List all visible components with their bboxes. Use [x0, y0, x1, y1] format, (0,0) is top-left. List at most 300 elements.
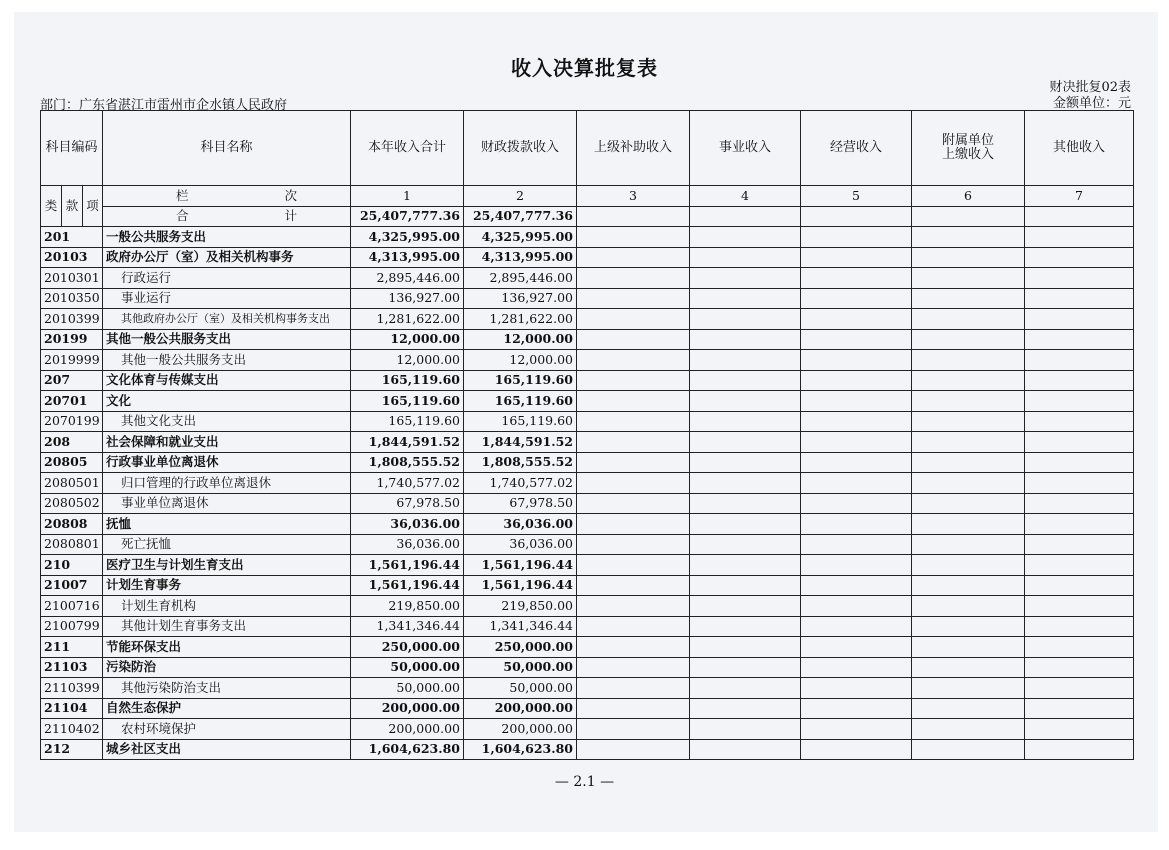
row-business	[690, 698, 801, 719]
row-operating	[801, 288, 912, 309]
row-total: 1,561,196.44	[351, 555, 464, 576]
row-name: 自然生态保护	[103, 698, 351, 719]
row-other	[1025, 678, 1134, 699]
row-other	[1025, 432, 1134, 453]
row-superior	[577, 616, 690, 637]
col-number-3: 3	[577, 186, 690, 207]
row-other	[1025, 719, 1134, 740]
lan-ci-label	[103, 186, 351, 207]
table-row	[41, 268, 1134, 289]
superior-sum	[577, 206, 690, 227]
row-other	[1025, 473, 1134, 494]
row-affiliated	[912, 596, 1025, 617]
row-business	[690, 678, 801, 699]
row-business	[690, 514, 801, 535]
page-title: 收入决算批复表	[511, 56, 658, 80]
row-code: 208	[41, 432, 103, 453]
row-code: 210	[41, 555, 103, 576]
row-code: 2019999	[41, 350, 103, 371]
row-operating	[801, 411, 912, 432]
row-fiscal: 165,119.60	[464, 391, 577, 412]
column-number-row	[41, 186, 1134, 207]
lan-label: 栏	[176, 187, 189, 203]
row-fiscal: 36,036.00	[464, 534, 577, 555]
row-operating	[801, 432, 912, 453]
row-business	[690, 452, 801, 473]
row-affiliated	[912, 678, 1025, 699]
row-code: 2070199	[41, 411, 103, 432]
row-total: 165,119.60	[351, 370, 464, 391]
row-business	[690, 288, 801, 309]
row-name: 行政运行	[103, 268, 351, 289]
table-row	[41, 555, 1134, 576]
row-business	[690, 268, 801, 289]
row-total: 136,927.00	[351, 288, 464, 309]
row-fiscal: 1,740,577.02	[464, 473, 577, 494]
row-operating	[801, 739, 912, 760]
row-superior	[577, 719, 690, 740]
he-label: 合	[176, 208, 189, 224]
row-code: 21103	[41, 657, 103, 678]
table-row	[41, 596, 1134, 617]
row-operating	[801, 493, 912, 514]
row-total: 165,119.60	[351, 411, 464, 432]
row-fiscal: 1,281,622.00	[464, 309, 577, 330]
ci-label: 次	[284, 187, 297, 203]
col-header-superior: 上级补助收入	[577, 111, 690, 186]
department-label: 部门：广东省湛江市雷州市企水镇人民政府	[40, 98, 288, 113]
row-total: 1,604,623.80	[351, 739, 464, 760]
row-affiliated	[912, 698, 1025, 719]
table-row	[41, 473, 1134, 494]
row-total: 12,000.00	[351, 350, 464, 371]
table-row	[41, 288, 1134, 309]
ji-label: 计	[284, 208, 297, 224]
row-fiscal: 50,000.00	[464, 657, 577, 678]
row-superior	[577, 657, 690, 678]
row-name: 抚恤	[103, 514, 351, 535]
row-superior	[577, 534, 690, 555]
row-operating	[801, 514, 912, 535]
row-affiliated	[912, 637, 1025, 658]
affiliated-sum	[912, 206, 1025, 227]
col-number-1: 1	[351, 186, 464, 207]
row-fiscal: 200,000.00	[464, 719, 577, 740]
table-row	[41, 514, 1134, 535]
row-affiliated	[912, 391, 1025, 412]
row-fiscal: 1,561,196.44	[464, 575, 577, 596]
row-other	[1025, 616, 1134, 637]
row-fiscal: 200,000.00	[464, 698, 577, 719]
other-sum	[1025, 206, 1134, 227]
row-code: 201	[41, 227, 103, 248]
row-operating	[801, 698, 912, 719]
row-name: 一般公共服务支出	[103, 227, 351, 248]
fiscal-sum: 25,407,777.36	[464, 206, 577, 227]
row-affiliated	[912, 227, 1025, 248]
row-superior	[577, 678, 690, 699]
col-header-lei: 类	[41, 186, 62, 227]
row-business	[690, 370, 801, 391]
row-affiliated	[912, 247, 1025, 268]
row-business	[690, 596, 801, 617]
row-name: 死亡抚恤	[103, 534, 351, 555]
row-business	[690, 534, 801, 555]
row-affiliated	[912, 739, 1025, 760]
row-other	[1025, 657, 1134, 678]
row-business	[690, 432, 801, 453]
col-header-affiliated-line1: 附属单位	[941, 132, 994, 148]
row-affiliated	[912, 473, 1025, 494]
row-superior	[577, 452, 690, 473]
row-business	[690, 739, 801, 760]
row-other	[1025, 514, 1134, 535]
row-business	[690, 473, 801, 494]
row-code: 207	[41, 370, 103, 391]
row-superior	[577, 329, 690, 350]
row-superior	[577, 637, 690, 658]
table-row	[41, 678, 1134, 699]
row-affiliated	[912, 288, 1025, 309]
row-fiscal: 2,895,446.00	[464, 268, 577, 289]
row-fiscal: 165,119.60	[464, 411, 577, 432]
row-superior	[577, 391, 690, 412]
row-other	[1025, 739, 1134, 760]
row-operating	[801, 719, 912, 740]
row-fiscal: 136,927.00	[464, 288, 577, 309]
row-fiscal: 50,000.00	[464, 678, 577, 699]
row-total: 219,850.00	[351, 596, 464, 617]
table-row	[41, 329, 1134, 350]
row-total: 1,341,346.44	[351, 616, 464, 637]
row-total: 1,808,555.52	[351, 452, 464, 473]
row-other	[1025, 452, 1134, 473]
row-affiliated	[912, 268, 1025, 289]
row-business	[690, 657, 801, 678]
row-code: 2100716	[41, 596, 103, 617]
table-row	[41, 247, 1134, 268]
row-total: 36,036.00	[351, 534, 464, 555]
row-code: 21104	[41, 698, 103, 719]
row-code: 2080801	[41, 534, 103, 555]
row-affiliated	[912, 534, 1025, 555]
row-name: 其他污染防治支出	[103, 678, 351, 699]
row-name: 行政事业单位离退休	[103, 452, 351, 473]
row-superior	[577, 739, 690, 760]
row-superior	[577, 268, 690, 289]
row-business	[690, 391, 801, 412]
row-name: 文化体育与传媒支出	[103, 370, 351, 391]
row-total: 4,325,995.00	[351, 227, 464, 248]
row-other	[1025, 575, 1134, 596]
col-number-7: 7	[1025, 186, 1134, 207]
row-affiliated	[912, 616, 1025, 637]
header-row	[41, 111, 1134, 186]
row-operating	[801, 247, 912, 268]
row-business	[690, 493, 801, 514]
row-operating	[801, 350, 912, 371]
row-superior	[577, 350, 690, 371]
row-affiliated	[912, 370, 1025, 391]
row-affiliated	[912, 329, 1025, 350]
row-affiliated	[912, 350, 1025, 371]
row-name: 污染防治	[103, 657, 351, 678]
row-operating	[801, 678, 912, 699]
row-fiscal: 12,000.00	[464, 350, 577, 371]
row-code: 2080501	[41, 473, 103, 494]
row-fiscal: 1,561,196.44	[464, 555, 577, 576]
row-name: 其他一般公共服务支出	[103, 329, 351, 350]
row-business	[690, 637, 801, 658]
row-code: 20805	[41, 452, 103, 473]
table-row	[41, 575, 1134, 596]
total-row	[41, 206, 1134, 227]
col-number-5: 5	[801, 186, 912, 207]
row-other	[1025, 637, 1134, 658]
row-code: 20103	[41, 247, 103, 268]
row-affiliated	[912, 555, 1025, 576]
row-other	[1025, 288, 1134, 309]
operating-sum	[801, 206, 912, 227]
row-business	[690, 309, 801, 330]
row-fiscal: 4,325,995.00	[464, 227, 577, 248]
row-code: 2010301	[41, 268, 103, 289]
row-operating	[801, 227, 912, 248]
row-total: 1,844,591.52	[351, 432, 464, 453]
row-other	[1025, 247, 1134, 268]
col-number-4: 4	[690, 186, 801, 207]
row-affiliated	[912, 493, 1025, 514]
col-number-6: 6	[912, 186, 1025, 207]
row-total: 36,036.00	[351, 514, 464, 535]
row-other	[1025, 534, 1134, 555]
row-code: 21007	[41, 575, 103, 596]
row-name: 文化	[103, 391, 351, 412]
row-code: 212	[41, 739, 103, 760]
row-name: 归口管理的行政单位离退休	[103, 473, 351, 494]
row-fiscal: 1,604,623.80	[464, 739, 577, 760]
row-total: 200,000.00	[351, 698, 464, 719]
row-affiliated	[912, 432, 1025, 453]
page-number: — 2.1 —	[554, 774, 615, 790]
col-header-xiang: 项	[83, 186, 103, 227]
row-total: 50,000.00	[351, 657, 464, 678]
row-other	[1025, 350, 1134, 371]
row-other	[1025, 596, 1134, 617]
row-other	[1025, 329, 1134, 350]
row-operating	[801, 370, 912, 391]
row-total: 4,313,995.00	[351, 247, 464, 268]
table-row	[41, 432, 1134, 453]
row-fiscal: 165,119.60	[464, 370, 577, 391]
row-superior	[577, 555, 690, 576]
row-other	[1025, 411, 1134, 432]
row-business	[690, 575, 801, 596]
table-row	[41, 719, 1134, 740]
row-affiliated	[912, 719, 1025, 740]
row-operating	[801, 637, 912, 658]
table-row	[41, 534, 1134, 555]
row-superior	[577, 247, 690, 268]
row-business	[690, 329, 801, 350]
he-ji-label	[103, 206, 351, 227]
row-affiliated	[912, 452, 1025, 473]
row-operating	[801, 616, 912, 637]
row-superior	[577, 493, 690, 514]
business-sum	[690, 206, 801, 227]
row-name: 政府办公厅（室）及相关机构事务	[103, 247, 351, 268]
table-row	[41, 411, 1134, 432]
row-total: 50,000.00	[351, 678, 464, 699]
form-code: 财决批复02表	[1049, 80, 1131, 95]
row-code: 211	[41, 637, 103, 658]
row-operating	[801, 555, 912, 576]
col-header-fiscal: 财政拨款收入	[464, 111, 577, 186]
row-name: 计划生育机构	[103, 596, 351, 617]
row-operating	[801, 575, 912, 596]
table-row	[41, 698, 1134, 719]
row-name: 事业运行	[103, 288, 351, 309]
row-business	[690, 719, 801, 740]
row-operating	[801, 596, 912, 617]
row-business	[690, 411, 801, 432]
row-operating	[801, 268, 912, 289]
row-total: 200,000.00	[351, 719, 464, 740]
col-header-affiliated-line2: 上缴收入	[941, 147, 994, 162]
row-name: 社会保障和就业支出	[103, 432, 351, 453]
row-superior	[577, 698, 690, 719]
table-row	[41, 493, 1134, 514]
total-sum: 25,407,777.36	[351, 206, 464, 227]
row-name: 其他政府办公厅（室）及相关机构事务支出	[103, 309, 351, 330]
row-superior	[577, 411, 690, 432]
col-number-2: 2	[464, 186, 577, 207]
row-fiscal: 4,313,995.00	[464, 247, 577, 268]
row-superior	[577, 288, 690, 309]
row-name: 医疗卫生与计划生育支出	[103, 555, 351, 576]
row-total: 2,895,446.00	[351, 268, 464, 289]
row-name: 城乡社区支出	[103, 739, 351, 760]
table-row	[41, 739, 1134, 760]
row-fiscal: 219,850.00	[464, 596, 577, 617]
row-code: 20701	[41, 391, 103, 412]
col-header-kuan: 款	[62, 186, 83, 227]
row-total: 1,740,577.02	[351, 473, 464, 494]
row-other	[1025, 268, 1134, 289]
row-superior	[577, 370, 690, 391]
row-affiliated	[912, 411, 1025, 432]
row-code: 2080502	[41, 493, 103, 514]
row-other	[1025, 391, 1134, 412]
row-name: 其他一般公共服务支出	[103, 350, 351, 371]
row-fiscal: 12,000.00	[464, 329, 577, 350]
row-superior	[577, 473, 690, 494]
row-operating	[801, 657, 912, 678]
row-fiscal: 67,978.50	[464, 493, 577, 514]
table-row	[41, 350, 1134, 371]
row-affiliated	[912, 575, 1025, 596]
row-fiscal: 1,844,591.52	[464, 432, 577, 453]
row-business	[690, 555, 801, 576]
row-name: 农村环境保护	[103, 719, 351, 740]
row-superior	[577, 309, 690, 330]
table-row	[41, 227, 1134, 248]
row-superior	[577, 227, 690, 248]
income-final-accounts-table	[40, 110, 1134, 760]
row-total: 67,978.50	[351, 493, 464, 514]
row-total: 1,281,622.00	[351, 309, 464, 330]
row-code: 20199	[41, 329, 103, 350]
col-header-total: 本年收入合计	[351, 111, 464, 186]
row-fiscal: 36,036.00	[464, 514, 577, 535]
col-header-code: 科目编码	[41, 111, 103, 186]
table-row	[41, 657, 1134, 678]
row-operating	[801, 452, 912, 473]
row-total: 12,000.00	[351, 329, 464, 350]
row-affiliated	[912, 657, 1025, 678]
row-name: 其他计划生育事务支出	[103, 616, 351, 637]
row-operating	[801, 473, 912, 494]
row-business	[690, 616, 801, 637]
col-header-other: 其他收入	[1025, 111, 1134, 186]
table-row	[41, 309, 1134, 330]
row-superior	[577, 514, 690, 535]
row-name: 节能环保支出	[103, 637, 351, 658]
row-superior	[577, 575, 690, 596]
col-header-operating: 经营收入	[801, 111, 912, 186]
row-name: 其他文化支出	[103, 411, 351, 432]
row-fiscal: 250,000.00	[464, 637, 577, 658]
row-name: 事业单位离退休	[103, 493, 351, 514]
row-business	[690, 247, 801, 268]
row-superior	[577, 596, 690, 617]
row-operating	[801, 309, 912, 330]
row-name: 计划生育事务	[103, 575, 351, 596]
row-fiscal: 1,341,346.44	[464, 616, 577, 637]
col-header-name: 科目名称	[103, 111, 351, 186]
row-total: 1,561,196.44	[351, 575, 464, 596]
row-code: 2010350	[41, 288, 103, 309]
row-total: 165,119.60	[351, 391, 464, 412]
col-header-business: 事业收入	[690, 111, 801, 186]
row-other	[1025, 309, 1134, 330]
table-row	[41, 391, 1134, 412]
row-code: 20808	[41, 514, 103, 535]
row-operating	[801, 534, 912, 555]
table-row	[41, 452, 1134, 473]
row-affiliated	[912, 514, 1025, 535]
row-other	[1025, 227, 1134, 248]
row-code: 2110402	[41, 719, 103, 740]
row-affiliated	[912, 309, 1025, 330]
col-header-affiliated	[912, 111, 1025, 186]
row-superior	[577, 432, 690, 453]
row-operating	[801, 391, 912, 412]
row-code: 2010399	[41, 309, 103, 330]
row-total: 250,000.00	[351, 637, 464, 658]
row-other	[1025, 698, 1134, 719]
table-row	[41, 637, 1134, 658]
row-code: 2100799	[41, 616, 103, 637]
row-other	[1025, 555, 1134, 576]
row-business	[690, 350, 801, 371]
row-other	[1025, 493, 1134, 514]
table-row	[41, 370, 1134, 391]
row-code: 2110399	[41, 678, 103, 699]
row-business	[690, 227, 801, 248]
amount-unit: 金额单位：元	[1052, 96, 1131, 111]
table-row	[41, 616, 1134, 637]
